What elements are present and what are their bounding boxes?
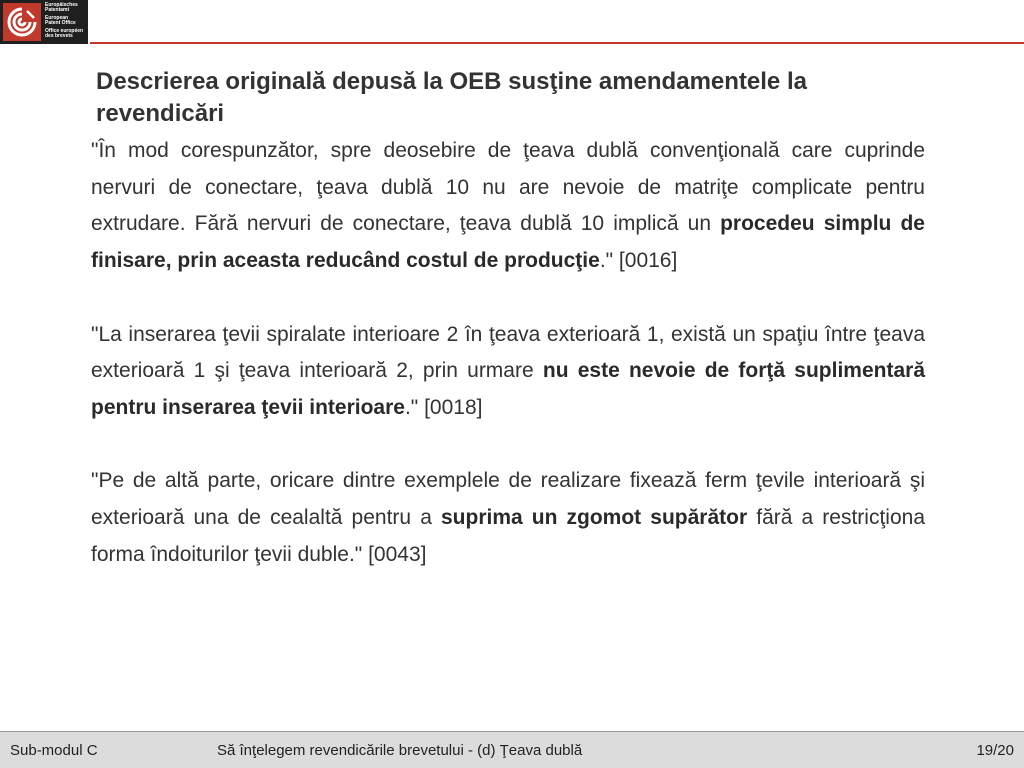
text-run: fără a restricţiona forma îndoiturilor ţevii duble." [0043] bbox=[91, 506, 926, 566]
quote-paragraph-0018 bbox=[91, 317, 925, 427]
footer-module-label: Sub-modul C bbox=[10, 742, 98, 759]
quote-paragraph-0016 bbox=[91, 133, 925, 280]
logo-text bbox=[45, 3, 87, 39]
text-run: "În mod corespunzător, spre deosebire de ţeava dublă convenţională care cuprinde nervuri de conectare, ţeava dublă 10 nu are nevoie de matriţe complicate pentru extrudare. Fără nervuri de conectare, ţeava dublă 10 implică un bbox=[91, 139, 925, 236]
quote-paragraph-0043 bbox=[91, 463, 925, 573]
slide-body bbox=[91, 133, 925, 610]
header-divider bbox=[90, 42, 1024, 44]
text-run: ." [0018] bbox=[404, 395, 483, 419]
logo-line: Office européen bbox=[45, 27, 84, 34]
epo-logo-icon bbox=[3, 3, 41, 41]
logo-line: Patentamt bbox=[45, 7, 70, 14]
footer-bar bbox=[0, 731, 1024, 768]
logo-line: European bbox=[45, 14, 69, 21]
bold-text-run: procedeu simplu de finisare, prin aceasta reducând costul de producţie bbox=[91, 212, 925, 273]
epo-logo bbox=[0, 0, 88, 44]
text-run: "La inserarea ţevii spiralate interioare 2 în ţeava exterioară 1, există un spaţiu între ţeava exterioară 1 şi ţeava interioară 2, prin urmare bbox=[91, 322, 925, 383]
footer-page-number: 19/20 bbox=[976, 742, 1014, 759]
logo-line: des brevets bbox=[45, 33, 73, 40]
logo-line: Patent Office bbox=[45, 20, 76, 27]
slide-title: Descrierea originală depusă la OEB susţine amendamentele la revendicări bbox=[96, 68, 807, 127]
logo-line: Europäisches bbox=[45, 2, 78, 8]
bold-text-run: suprima un zgomot supărător bbox=[440, 506, 748, 529]
text-run: ." [0016] bbox=[599, 249, 678, 273]
footer-slide-topic: Să înţelegem revendicările brevetului - (d) Ţeava dublă bbox=[217, 742, 583, 759]
bold-text-run: nu este nevoie de forţă suplimentară pentru inserarea ţevii interioare bbox=[91, 359, 926, 419]
text-run: "Pe de altă parte, oricare dintre exemplele de realizare fixează ferm ţevile interioară şi exterioară una de cealaltă pentru a bbox=[91, 469, 925, 529]
